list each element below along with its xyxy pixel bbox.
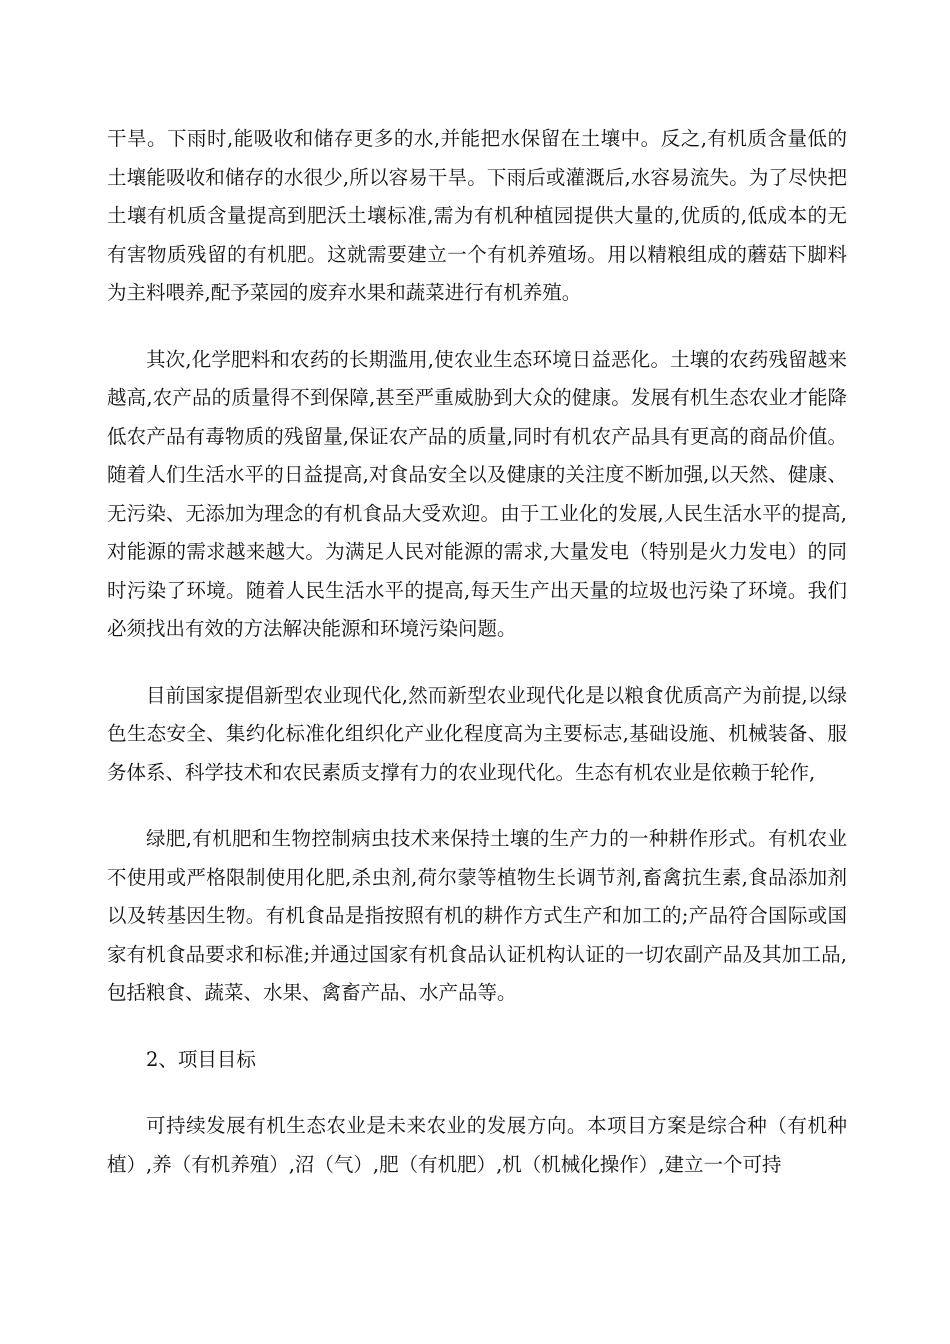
section-heading-project-goals: 2、项目目标 <box>146 1047 256 1071</box>
paragraph-agricultural-modernization: 目前国家提倡新型农业现代化,然而新型农业现代化是以粮食优质高产为前提,以绿色生态安全、集约化标准化组织化产业化程度高为主要标志,基础设施、机械装备、服务体系、科学技术和农民素质支撑有力的农业现代化。生态有机农业是依赖于轮作, <box>107 683 847 784</box>
paragraph-organic-farming-definition: 绿肥,有机肥和生物控制病虫技术来保持土壤的生产力的一种耕作形式。有机农业不使用或严格限制使用化肥,杀虫剂,荷尔蒙等植物生长调节剂,畜禽抗生素,食品添加剂以及转基因生物。有机食品是指按照有机的耕作方式生产和加工的;产品符合国际或国家有机食品要求和标准;并通过国家有机食品认证机构认证的一切农副产品及其加工品,包括粮食、蔬菜、水果、禽畜产品、水产品等。 <box>107 827 847 1004</box>
paragraph-project-plan: 可持续发展有机生态农业是未来农业的发展方向。本项目方案是综合种（有机种植）,养（有机养殖）,沼（气）,肥（有机肥）,机（机械化操作）,建立一个可持 <box>107 1114 847 1176</box>
paragraph-chemical-pollution: 其次,化学肥料和农药的长期滥用,使农业生态环境日益恶化。土壤的农药残留越来越高,农产品的质量得不到保障,甚至严重威胁到大众的健康。发展有机生态农业才能降低农产品有毒物质的残留量,保证农产品的质量,同时有机农产品具有更高的商品价值。随着人们生活水平的日益提高,对食品安全以及健康的关注度不断加强,以天然、健康、无污染、无添加为理念的有机食品大受欢迎。由于工业化的发展,人民生活水平的提高,对能源的需求越来越大。为满足人民对能源的需求,大量发电（特别是火力发电）的同时污染了环境。随着人民生活水平的提高,每天生产出天量的垃圾也污染了环境。我们必须找出有效的方法解决能源和环境污染问题。 <box>107 347 847 640</box>
document-body <box>107 120 847 1184</box>
paragraph-soil-water: 干旱。下雨时,能吸收和储存更多的水,并能把水保留在土壤中。反之,有机质含量低的土壤能吸收和储存的水很少,所以容易干旱。下雨后或灌溉后,水容易流失。为了尽快把土壤有机质含量提高到肥沃土壤标准,需为有机种植园提供大量的,优质的,低成本的无有害物质残留的有机肥。这就需要建立一个有机养殖场。用以精粮组成的蘑菇下脚料为主料喂养,配予菜园的废弃水果和蔬菜进行有机养殖。 <box>107 127 847 304</box>
